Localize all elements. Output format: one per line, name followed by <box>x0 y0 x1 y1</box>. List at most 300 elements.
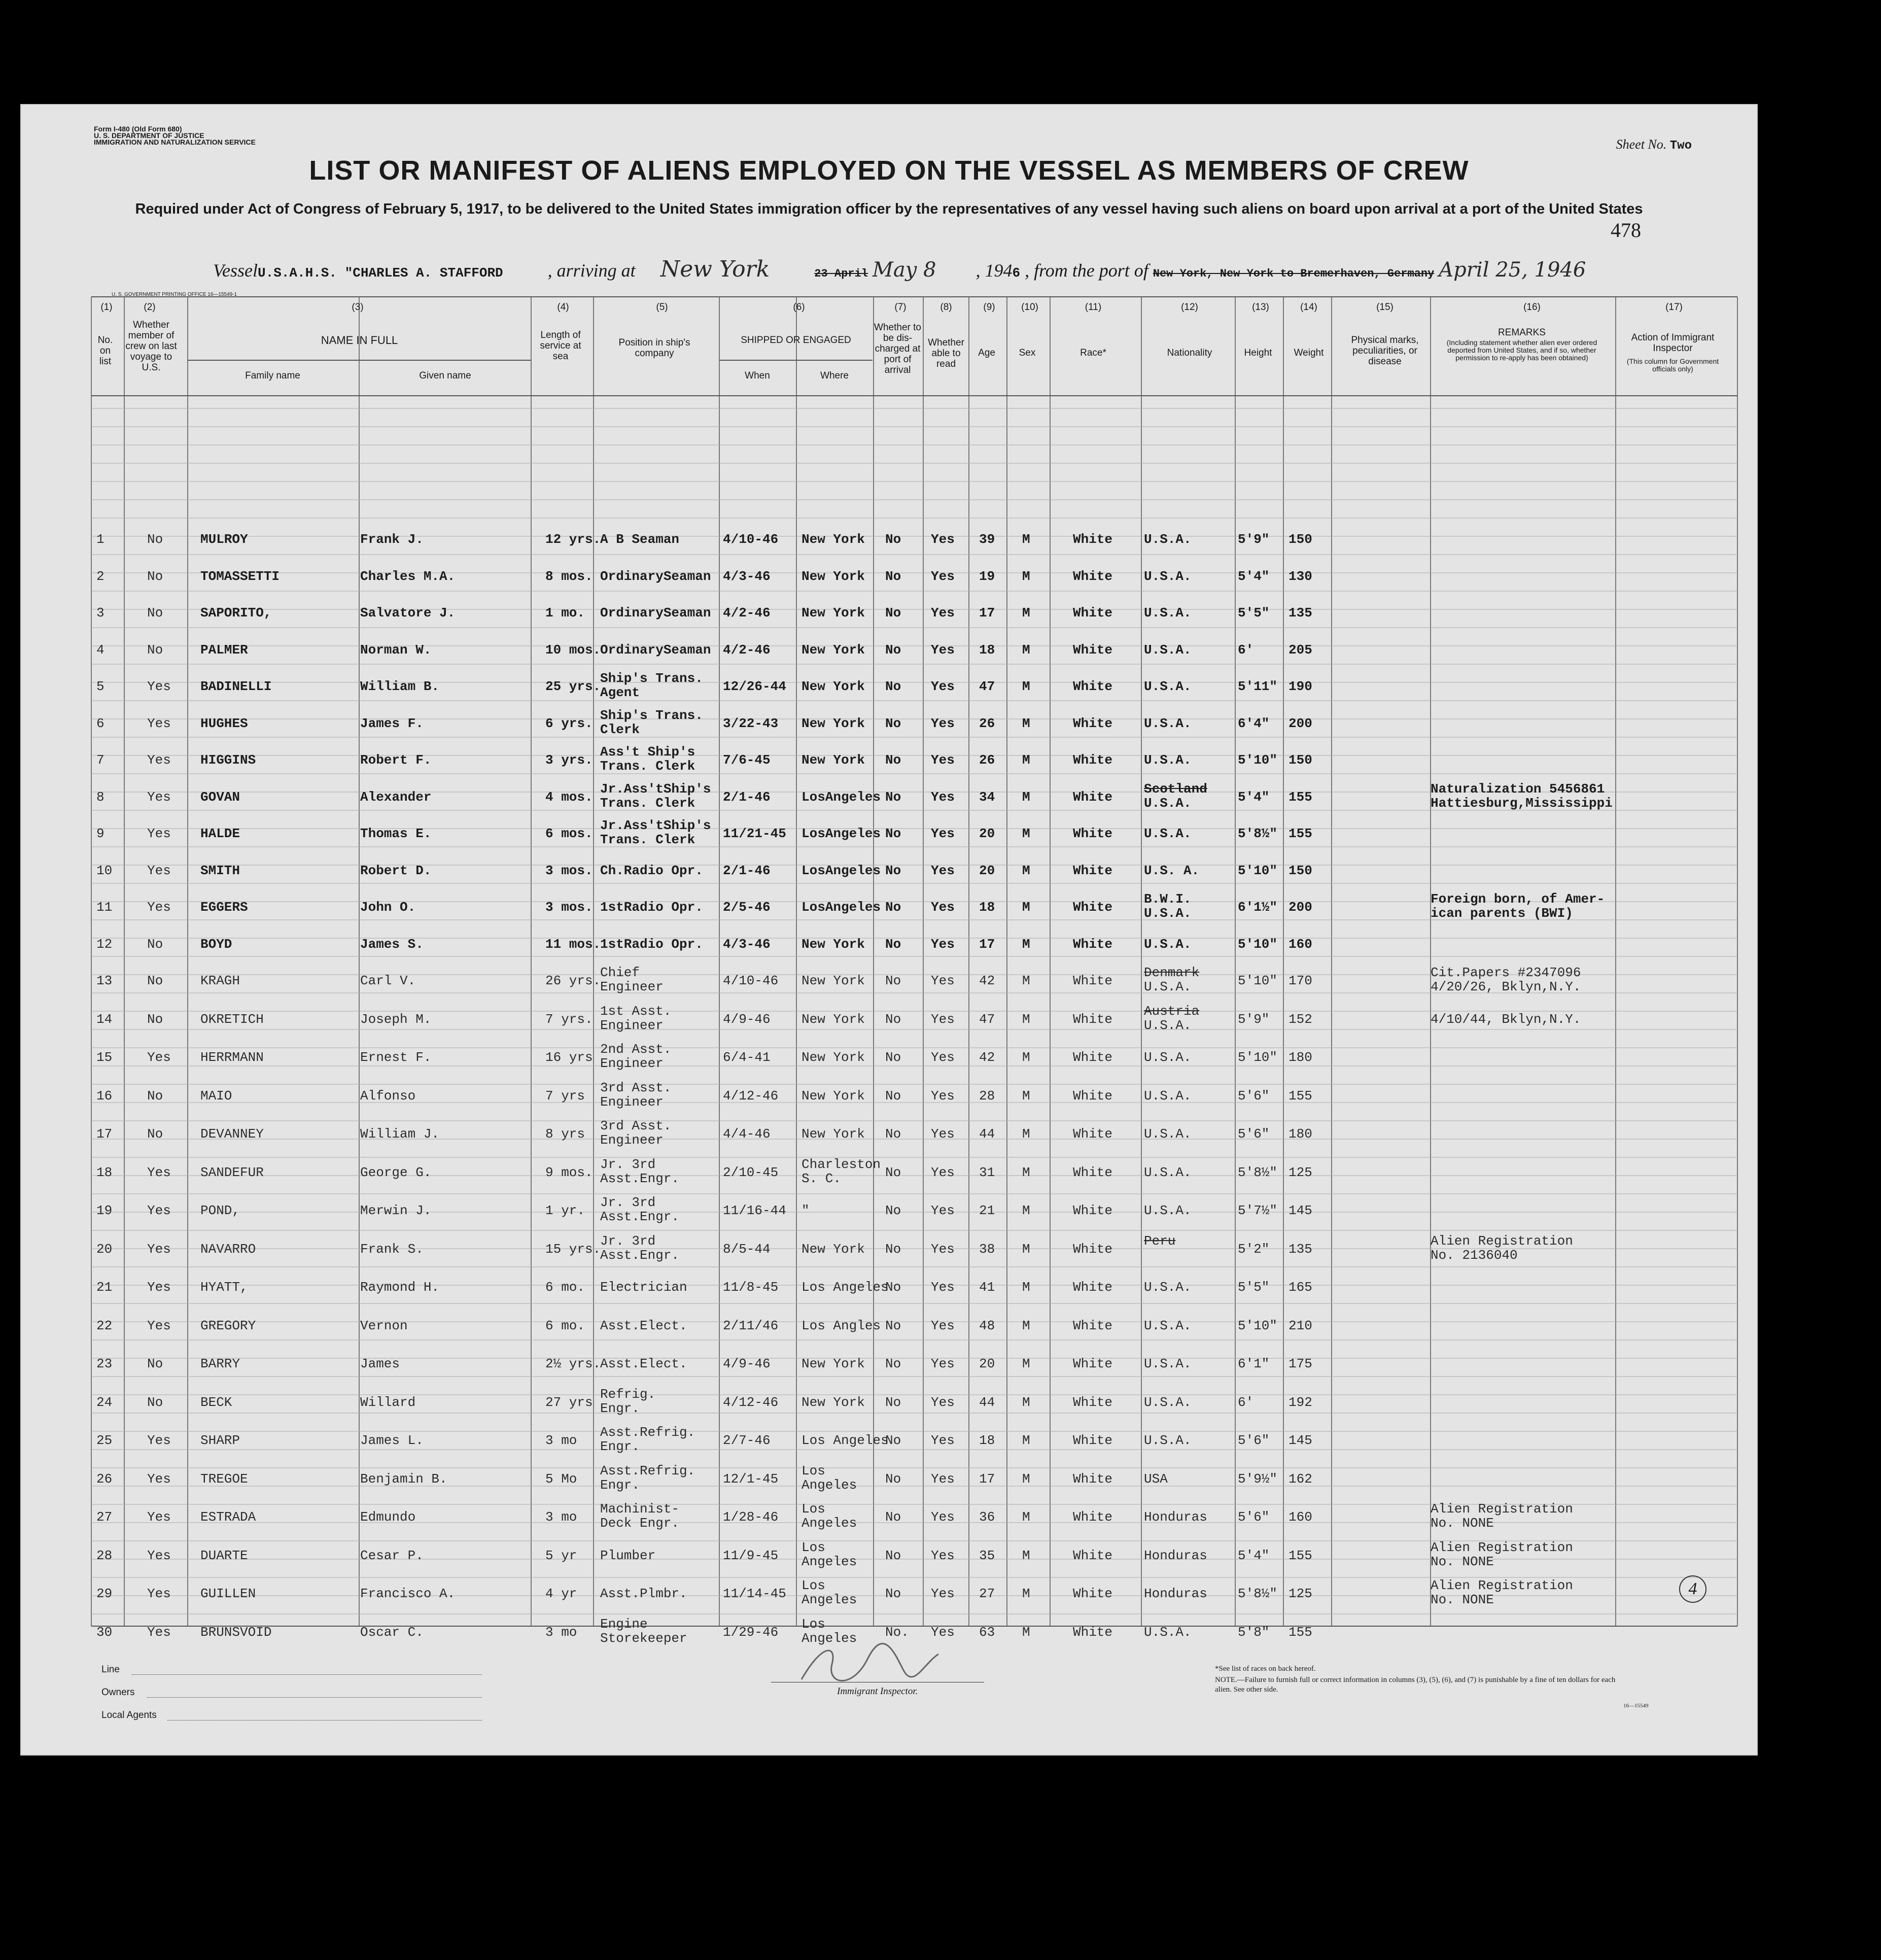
last-voyage: Yes <box>147 1548 171 1563</box>
last-voyage: No <box>147 1356 163 1371</box>
able-to-read: Yes <box>931 936 955 952</box>
remarks-line2: No. 2136040 <box>1431 1247 1518 1263</box>
given-name: Norman W. <box>360 642 432 658</box>
race: White <box>1073 1050 1113 1065</box>
nationality-line1: Peru <box>1144 1233 1176 1249</box>
year-digit: 6 <box>1012 265 1021 281</box>
age: 27 <box>979 1586 995 1601</box>
table-row <box>20 520 1758 557</box>
height: 6' <box>1238 642 1254 658</box>
discharged: No <box>885 1203 901 1218</box>
row-number: 7 <box>96 752 104 768</box>
fine-note: NOTE.—Failure to furnish full or correct information in columns (3), (5), (6), and (7) is punishable by a fine of ten dollars for each alien. See other side. <box>1215 1676 1616 1694</box>
given-name: William B. <box>360 679 440 694</box>
service-length: 11 mos. <box>545 936 601 952</box>
age: 17 <box>979 605 995 621</box>
header-able-read: Whether able to read <box>928 337 964 369</box>
shipped-where-line1: LosAngeles <box>802 900 881 915</box>
weight: 200 <box>1288 715 1312 731</box>
departure-date-handwritten: April 25, 1946 <box>1439 258 1586 282</box>
nationality-line1: B.W.I. <box>1144 891 1192 907</box>
header-shipped: SHIPPED OR ENGAGED <box>741 335 851 346</box>
family-name: HYATT, <box>200 1280 248 1295</box>
age: 26 <box>979 715 995 731</box>
weight: 160 <box>1288 936 1312 952</box>
race: White <box>1073 752 1113 768</box>
table-row <box>20 1383 1758 1420</box>
nationality-line2: U.S.A. <box>1144 1280 1192 1295</box>
header-given-name: Given name <box>419 370 471 381</box>
vessel-name: U.S.A.H.S. "CHARLES A. STAFFORD <box>257 265 503 281</box>
able-to-read: Yes <box>931 1164 955 1180</box>
position-line1: Jr. 3rd <box>600 1195 656 1210</box>
shipped-when: 6/4-41 <box>723 1050 771 1065</box>
nationality-line1: Austria <box>1144 1003 1200 1019</box>
position-line1: 1st Asst. <box>600 1003 672 1019</box>
service-length: 3 mo <box>545 1624 577 1640</box>
shipped-where-line1: New York <box>802 1394 865 1410</box>
position-line2: Trans. Clerk <box>600 795 695 811</box>
position-line2: Asst.Engr. <box>600 1171 680 1186</box>
row-number: 3 <box>96 605 104 621</box>
nationality-line2: U.S.A. <box>1144 979 1192 994</box>
nationality-line1: Scotland <box>1144 781 1207 797</box>
remarks-line1: Alien Registration <box>1431 1539 1573 1555</box>
sheet-number-label: Sheet No. <box>1616 137 1667 152</box>
age: 42 <box>979 1050 995 1065</box>
weight: 145 <box>1288 1203 1312 1218</box>
column-number: (10) <box>1021 302 1038 313</box>
discharged: No. <box>885 1624 909 1640</box>
service-length: 6 mo. <box>545 1318 585 1333</box>
nationality-line2: U.S. A. <box>1144 863 1200 878</box>
department-name: U. S. DEPARTMENT OF JUSTICE <box>94 131 204 140</box>
nationality-line2: U.S.A. <box>1144 1088 1192 1104</box>
document-subtitle: Required under Act of Congress of February 5, 1917, to be delivered to the United States immigration officer by the representatives of any vessel having such aliens on board upon arrival at a port of the United States <box>135 201 1643 217</box>
weight: 155 <box>1288 826 1312 841</box>
sex: M <box>1022 936 1030 952</box>
nationality-line2: U.S.A. <box>1144 1318 1192 1333</box>
shipped-when: 4/3-46 <box>723 568 771 584</box>
line-field <box>132 1674 482 1675</box>
header-action: Action of Immigrant Inspector <box>1631 332 1715 354</box>
height: 5'6" <box>1238 1126 1270 1142</box>
position-line1: 3rd Asst. <box>600 1080 672 1095</box>
age: 47 <box>979 679 995 694</box>
position-line1: Asst.Refrig. <box>600 1425 695 1440</box>
row-number: 18 <box>96 1164 113 1180</box>
shipped-where-line2: Angeles <box>802 1516 857 1531</box>
position-line1: Ch.Radio Opr. <box>600 863 703 878</box>
family-name: DEVANNEY <box>200 1126 264 1142</box>
shipped-when: 2/1-46 <box>723 789 771 805</box>
header-action-note: (This column for Government officials only) <box>1626 357 1719 373</box>
last-voyage: Yes <box>147 1624 171 1640</box>
sex: M <box>1022 1356 1030 1371</box>
shipped-where-line1: New York <box>802 936 865 952</box>
table-row <box>20 1268 1758 1304</box>
age: 48 <box>979 1318 995 1333</box>
row-number: 16 <box>96 1088 113 1104</box>
agents-field <box>167 1720 482 1721</box>
shipped-where-line1: Los <box>802 1463 825 1478</box>
nationality-line2: U.S.A. <box>1144 1356 1192 1371</box>
row-number: 11 <box>96 900 113 915</box>
shipped-when: 11/16-44 <box>723 1203 786 1218</box>
shipped-when: 4/3-46 <box>723 936 771 952</box>
printer-note: U. S. GOVERNMENT PRINTING OFFICE 16—15549-1 <box>112 292 237 297</box>
table-row <box>20 741 1758 777</box>
shipped-when: 4/2-46 <box>723 605 771 621</box>
table-row <box>20 778 1758 814</box>
shipped-when: 2/7-46 <box>723 1433 771 1448</box>
nationality-line2: U.S.A. <box>1144 752 1192 768</box>
row-number: 22 <box>96 1318 113 1333</box>
race: White <box>1073 1509 1113 1525</box>
service-length: 10 mos. <box>545 642 601 658</box>
service-length: 7 yrs <box>545 1088 585 1104</box>
able-to-read: Yes <box>931 1471 955 1487</box>
weight: 165 <box>1288 1280 1312 1295</box>
age: 34 <box>979 789 995 805</box>
last-voyage: No <box>147 1088 163 1104</box>
age: 18 <box>979 1433 995 1448</box>
given-name: William J. <box>360 1126 440 1142</box>
family-name: KRAGH <box>200 973 240 988</box>
last-voyage: No <box>147 1126 163 1142</box>
column-number: (4) <box>557 302 569 313</box>
given-name: Vernon <box>360 1318 408 1333</box>
able-to-read: Yes <box>931 789 955 805</box>
able-to-read: Yes <box>931 1280 955 1295</box>
able-to-read: Yes <box>931 1548 955 1563</box>
sex: M <box>1022 1280 1030 1295</box>
race: White <box>1073 863 1113 878</box>
remarks-line1: Naturalization 5456861 <box>1431 781 1605 797</box>
last-voyage: Yes <box>147 826 171 841</box>
weight: 200 <box>1288 900 1312 915</box>
shipped-where-line1: Los <box>802 1616 825 1632</box>
shipped-where-line1: New York <box>802 1011 865 1027</box>
shipped-where-line1: Los Angeles <box>802 1433 889 1448</box>
position-line2: Storekeeper <box>600 1630 687 1646</box>
discharged: No <box>885 715 901 731</box>
last-voyage: No <box>147 605 163 621</box>
race: White <box>1073 1280 1113 1295</box>
nationality-line2: U.S.A. <box>1144 1394 1192 1410</box>
header-race: Race* <box>1080 348 1106 358</box>
family-name: HUGHES <box>200 715 248 731</box>
row-number: 26 <box>96 1471 113 1487</box>
shipped-when: 2/5-46 <box>723 900 771 915</box>
sex: M <box>1022 1433 1030 1448</box>
age: 41 <box>979 1280 995 1295</box>
shipped-when: 4/10-46 <box>723 532 779 547</box>
table-row <box>20 888 1758 924</box>
column-number: (11) <box>1085 302 1102 313</box>
weight: 175 <box>1288 1356 1312 1371</box>
remarks-line2: 4/20/26, Bklyn,N.Y. <box>1431 979 1581 994</box>
last-voyage: No <box>147 1394 163 1410</box>
service-length: 1 yr. <box>545 1203 585 1218</box>
table-row <box>20 814 1758 851</box>
header-where: Where <box>820 370 849 381</box>
age: 44 <box>979 1126 995 1142</box>
agents-label: Local Agents <box>101 1710 157 1721</box>
discharged: No <box>885 1356 901 1371</box>
discharged: No <box>885 1509 901 1525</box>
shipped-where-line1: New York <box>802 752 865 768</box>
table-row <box>20 1421 1758 1458</box>
position-line2: Trans. Clerk <box>600 832 695 847</box>
given-name: James S. <box>360 936 424 952</box>
nationality-line2: U.S.A. <box>1144 1126 1192 1142</box>
inspector-signature <box>791 1634 944 1695</box>
table-row <box>20 1153 1758 1190</box>
race: White <box>1073 679 1113 694</box>
height: 6'4" <box>1238 715 1270 731</box>
service-length: 3 mo <box>545 1509 577 1525</box>
height: 5'8" <box>1238 1624 1270 1640</box>
age: 35 <box>979 1548 995 1563</box>
last-voyage: Yes <box>147 1050 171 1065</box>
nationality-line2: Honduras <box>1144 1586 1207 1601</box>
departure-port: New York, New York to Bremerhaven, Germany <box>1153 267 1435 280</box>
given-name: Cesar P. <box>360 1548 424 1563</box>
position-line2: Engineer <box>600 1056 664 1071</box>
discharged: No <box>885 1548 901 1563</box>
table-row <box>20 1498 1758 1534</box>
shipped-where-line1: New York <box>802 1126 865 1142</box>
row-number: 4 <box>96 642 104 658</box>
able-to-read: Yes <box>931 605 955 621</box>
age: 42 <box>979 973 995 988</box>
shipped-when: 4/2-46 <box>723 642 771 658</box>
from-port-label: , from the port of <box>1025 260 1148 281</box>
sex: M <box>1022 789 1030 805</box>
sex: M <box>1022 900 1030 915</box>
shipped-when: 11/9-45 <box>723 1548 779 1563</box>
family-name: HALDE <box>200 826 240 841</box>
given-name: Francisco A. <box>360 1586 456 1601</box>
given-name: Salvatore J. <box>360 605 456 621</box>
shipped-where-line2: Angeles <box>802 1477 857 1493</box>
position-line2: Engineer <box>600 1094 664 1110</box>
shipped-when: 2/1-46 <box>723 863 771 878</box>
nationality-line2: U.S.A. <box>1144 1050 1192 1065</box>
nationality-line2: U.S.A. <box>1144 795 1192 811</box>
weight: 180 <box>1288 1126 1312 1142</box>
discharged: No <box>885 1164 901 1180</box>
height: 5'9½" <box>1238 1471 1278 1487</box>
given-name: Joseph M. <box>360 1011 432 1027</box>
shipped-where-line1: Los Angeles <box>802 1280 889 1295</box>
sex: M <box>1022 973 1030 988</box>
race: White <box>1073 642 1113 658</box>
shipped-when: 4/9-46 <box>723 1356 771 1371</box>
height: 5'9" <box>1238 532 1270 547</box>
service-length: 3 yrs. <box>545 752 593 768</box>
family-name: GUILLEN <box>200 1586 256 1601</box>
line-label: Line <box>101 1664 120 1675</box>
remarks-line1: Alien Registration <box>1431 1501 1573 1517</box>
shipped-where-line1: New York <box>802 642 865 658</box>
family-name: ESTRADA <box>200 1509 256 1525</box>
service-length: 8 mos. <box>545 568 593 584</box>
row-number: 8 <box>96 789 104 805</box>
service-length: 3 mo <box>545 1433 577 1448</box>
position-line1: Asst.Plmbr. <box>600 1586 687 1601</box>
last-voyage: Yes <box>147 752 171 768</box>
last-voyage: Yes <box>147 1164 171 1180</box>
able-to-read: Yes <box>931 1586 955 1601</box>
remarks-line2: No. NONE <box>1431 1516 1494 1531</box>
header-nationality: Nationality <box>1167 348 1212 358</box>
height: 5'5" <box>1238 605 1270 621</box>
nationality-line2: U.S.A. <box>1144 936 1192 952</box>
position-line1: 1stRadio Opr. <box>600 936 703 952</box>
family-name: BARRY <box>200 1356 240 1371</box>
given-name: James L. <box>360 1433 424 1448</box>
table-row <box>20 851 1758 888</box>
row-number: 19 <box>96 1203 113 1218</box>
header-weight: Weight <box>1294 348 1324 358</box>
position-line2: Deck Engr. <box>600 1516 680 1531</box>
shipped-when: 1/28-46 <box>723 1509 779 1525</box>
family-name: SHARP <box>200 1433 240 1448</box>
shipped-where-line1: New York <box>802 532 865 547</box>
position-line2: Engr. <box>600 1439 640 1454</box>
header-discharged: Whether to be dis-charged at port of arrival <box>874 322 921 375</box>
service-length: 3 mos. <box>545 900 593 915</box>
row-number: 14 <box>96 1011 113 1027</box>
nationality-line2: U.S.A. <box>1144 642 1192 658</box>
discharged: No <box>885 1394 901 1410</box>
height: 5'10" <box>1238 973 1278 988</box>
shipped-where-line2: Angeles <box>802 1630 857 1646</box>
shipped-where-line1: New York <box>802 1356 865 1371</box>
shipped-when: 7/6-45 <box>723 752 771 768</box>
remarks-line2: No. NONE <box>1431 1592 1494 1607</box>
shipped-where-line1: New York <box>802 1050 865 1065</box>
column-number: (6) <box>793 302 805 313</box>
header-member-last-voyage: Whether member of crew on last voyage to U.S. <box>125 320 177 373</box>
column-number: (14) <box>1300 302 1317 313</box>
row-number: 9 <box>96 826 104 841</box>
column-number: (5) <box>656 302 668 313</box>
weight: 130 <box>1288 568 1312 584</box>
race: White <box>1073 1586 1113 1601</box>
weight: 125 <box>1288 1586 1312 1601</box>
position-line1: OrdinarySeaman <box>600 605 711 621</box>
sex: M <box>1022 1050 1030 1065</box>
shipped-where-line2: Angeles <box>802 1592 857 1607</box>
last-voyage: Yes <box>147 1471 171 1487</box>
height: 5'6" <box>1238 1509 1270 1525</box>
weight: 170 <box>1288 973 1312 988</box>
age: 39 <box>979 532 995 547</box>
column-number: (9) <box>983 302 995 313</box>
header-height: Height <box>1244 348 1272 358</box>
shipped-when: 11/21-45 <box>723 826 786 841</box>
family-name: DUARTE <box>200 1548 248 1563</box>
sex: M <box>1022 1203 1030 1218</box>
given-name: James F. <box>360 715 424 731</box>
discharged: No <box>885 605 901 621</box>
given-name: Raymond H. <box>360 1280 440 1295</box>
last-voyage: No <box>147 936 163 952</box>
race: White <box>1073 1088 1113 1104</box>
shipped-where-line1: New York <box>802 568 865 584</box>
able-to-read: Yes <box>931 1318 955 1333</box>
height: 5'6" <box>1238 1088 1270 1104</box>
discharged: No <box>885 826 901 841</box>
family-name: MAIO <box>200 1088 232 1104</box>
height: 5'9" <box>1238 1011 1270 1027</box>
column-number: (7) <box>894 302 907 313</box>
shipped-where-line1: Los <box>802 1501 825 1517</box>
header-age: Age <box>978 348 995 358</box>
age: 20 <box>979 826 995 841</box>
nationality-line2: U.S.A. <box>1144 906 1192 921</box>
weight: 160 <box>1288 1509 1312 1525</box>
form-number: Form I-480 (Old Form 680) <box>94 125 182 133</box>
sex: M <box>1022 1088 1030 1104</box>
sex: M <box>1022 1509 1030 1525</box>
shipped-where-line1: LosAngeles <box>802 789 881 805</box>
shipped-where-line1: LosAngeles <box>802 826 881 841</box>
discharged: No <box>885 1318 901 1333</box>
height: 6'1" <box>1238 1356 1270 1371</box>
nationality-line2: U.S.A. <box>1144 1164 1192 1180</box>
owners-label: Owners <box>101 1687 135 1698</box>
sex: M <box>1022 1394 1030 1410</box>
shipped-when: 2/10-45 <box>723 1164 779 1180</box>
position-line1: Asst.Refrig. <box>600 1463 695 1478</box>
row-number: 5 <box>96 679 104 694</box>
age: 47 <box>979 1011 995 1027</box>
race: White <box>1073 1356 1113 1371</box>
last-voyage: Yes <box>147 715 171 731</box>
height: 5'8½" <box>1238 1164 1278 1180</box>
row-number: 20 <box>96 1241 113 1257</box>
weight: 162 <box>1288 1471 1312 1487</box>
table-row <box>20 1115 1758 1151</box>
able-to-read: Yes <box>931 1624 955 1640</box>
shipped-where-line1: Los <box>802 1578 825 1593</box>
header-length-service: Length of service at sea <box>540 330 581 362</box>
column-number: (16) <box>1523 302 1541 313</box>
weight: 205 <box>1288 642 1312 658</box>
nationality-line2: U.S.A. <box>1144 679 1192 694</box>
height: 5'8½" <box>1238 826 1278 841</box>
discharged: No <box>885 1011 901 1027</box>
able-to-read: Yes <box>931 863 955 878</box>
header-remarks-note: (Including statement whether alien ever ordered deported from United States, and if so, whether permission to re-apply has been obtained) <box>1446 338 1597 362</box>
table-row <box>20 704 1758 741</box>
race: White <box>1073 826 1113 841</box>
position-line2: Trans. Clerk <box>600 759 695 774</box>
weight: 125 <box>1288 1164 1312 1180</box>
last-voyage: No <box>147 642 163 658</box>
position-line1: Ship's Trans. <box>600 671 703 686</box>
table-row <box>20 1038 1758 1075</box>
race: White <box>1073 973 1113 988</box>
sex: M <box>1022 715 1030 731</box>
table-row <box>20 925 1758 961</box>
family-name: BOYD <box>200 936 232 952</box>
family-name: BECK <box>200 1394 232 1410</box>
